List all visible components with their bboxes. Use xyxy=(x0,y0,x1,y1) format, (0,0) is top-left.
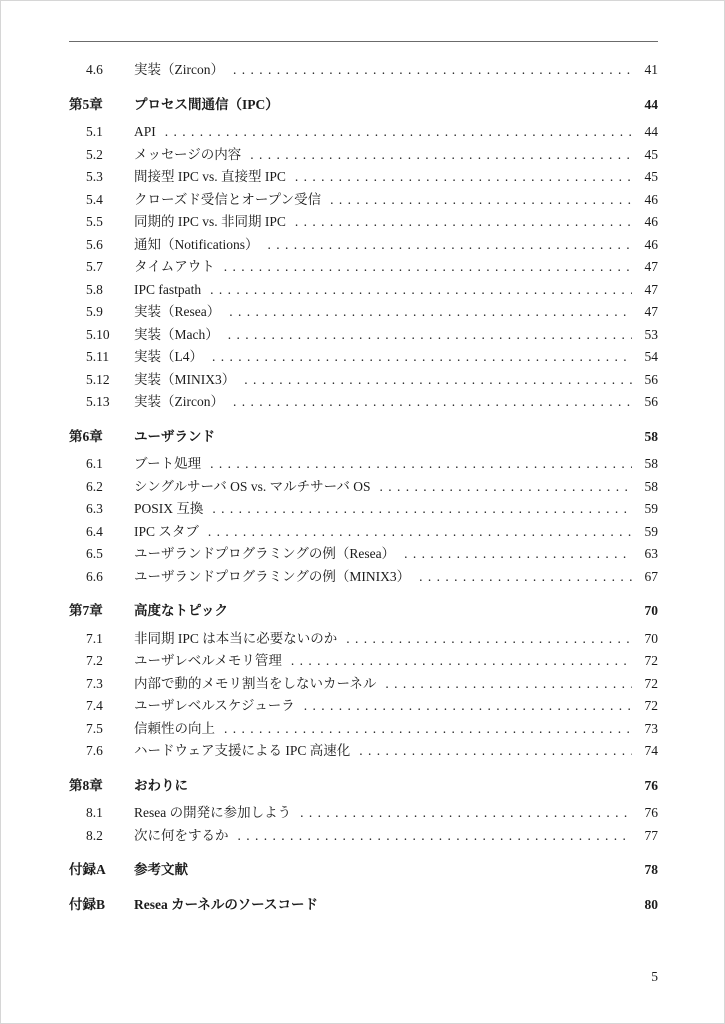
entry-page: 46 xyxy=(644,236,658,252)
toc-entry xyxy=(69,324,658,347)
dot-leader xyxy=(238,825,633,848)
entry-page: 44 xyxy=(644,124,658,139)
entry-label: 7.3 xyxy=(86,675,103,691)
toc-entry xyxy=(69,718,658,741)
dot-leader xyxy=(208,521,632,544)
dot-leader xyxy=(229,301,632,324)
entry-title: 実装（Zircon） xyxy=(134,62,224,77)
dot-leader xyxy=(295,166,632,189)
entry-label: 6.2 xyxy=(86,478,103,494)
toc-list xyxy=(69,59,658,921)
entry-title: 高度なトピック xyxy=(134,603,228,618)
entry-title: ユーザレベルメモリ管理 xyxy=(134,653,282,668)
entry-label: 第5章 xyxy=(69,96,103,112)
dot-leader xyxy=(212,498,632,521)
entry-page: 45 xyxy=(644,169,658,184)
entry-title: ユーザランド xyxy=(134,428,215,444)
entry-label: 7.1 xyxy=(86,630,103,646)
entry-label: 5.4 xyxy=(86,191,103,207)
dot-leader xyxy=(250,144,632,167)
entry-title: 実装（Resea） xyxy=(134,304,221,319)
toc-entry xyxy=(69,391,658,414)
entry-page: 59 xyxy=(644,501,658,516)
dot-leader xyxy=(210,279,632,302)
entry-title: シングルサーバ OS vs. マルチサーバ OS xyxy=(134,478,371,494)
entry-label: 5.13 xyxy=(86,394,110,409)
toc-entry xyxy=(69,211,658,234)
entry-title: 実装（L4） xyxy=(134,349,203,364)
toc-entry xyxy=(69,825,658,848)
entry-label: 7.6 xyxy=(86,743,103,758)
entry-label: 5.9 xyxy=(86,304,103,319)
entry-page: 58 xyxy=(644,478,658,494)
toc-entry xyxy=(69,453,658,476)
entry-label: 6.3 xyxy=(86,501,103,516)
entry-page: 46 xyxy=(644,191,658,207)
entry-page: 41 xyxy=(644,62,658,77)
entry-page: 44 xyxy=(644,96,658,112)
toc-entry xyxy=(69,144,658,167)
entry-label: 5.8 xyxy=(86,281,103,297)
dot-leader xyxy=(385,673,632,696)
entry-title: 間接型 IPC vs. 直接型 IPC xyxy=(134,169,286,184)
dot-leader xyxy=(210,453,632,476)
entry-title: 参考文献 xyxy=(134,862,188,877)
dot-leader xyxy=(228,324,632,347)
entry-title: 実装（Zircon） xyxy=(134,394,224,409)
entry-title: IPC fastpath xyxy=(134,281,202,297)
entry-page: 46 xyxy=(644,214,658,229)
dot-leader xyxy=(224,256,632,279)
toc-entry xyxy=(69,59,658,82)
entry-title: ユーザレベルスケジューラ xyxy=(134,698,295,713)
dot-leader xyxy=(233,59,632,82)
entry-page: 73 xyxy=(644,720,658,736)
dot-leader xyxy=(268,234,633,257)
entry-page: 47 xyxy=(644,259,658,274)
toc-entry xyxy=(69,369,658,392)
entry-page: 78 xyxy=(644,862,658,877)
entry-title: タイムアウト xyxy=(134,259,215,274)
toc-entry xyxy=(69,498,658,521)
toc-entry xyxy=(69,650,658,673)
entry-label: 5.11 xyxy=(86,349,110,364)
entry-label: 付録A xyxy=(69,862,106,877)
dot-leader xyxy=(419,566,632,589)
toc-entry xyxy=(69,121,658,144)
entry-label: 第7章 xyxy=(69,603,103,618)
entry-title: 実装（Mach） xyxy=(134,326,219,342)
entry-page: 72 xyxy=(644,653,658,668)
toc-entry xyxy=(69,600,658,623)
dot-leader xyxy=(330,189,632,212)
entry-label: 6.5 xyxy=(86,546,103,561)
toc-entry xyxy=(69,566,658,589)
dot-leader xyxy=(291,650,632,673)
entry-label: 5.12 xyxy=(86,371,110,387)
toc-entry xyxy=(69,859,658,882)
dot-leader xyxy=(404,543,632,566)
entry-title: Resea の開発に参加しよう xyxy=(134,805,292,820)
header-rule xyxy=(69,41,658,42)
toc-entry xyxy=(69,166,658,189)
entry-page: 76 xyxy=(644,805,658,820)
dot-leader xyxy=(233,391,632,414)
entry-label: 8.1 xyxy=(86,805,103,820)
entry-page: 67 xyxy=(644,568,658,584)
toc-entry xyxy=(69,802,658,825)
dot-leader xyxy=(212,346,632,369)
toc-entry xyxy=(69,189,658,212)
dot-leader xyxy=(224,718,632,741)
dot-leader xyxy=(295,211,632,234)
entry-page: 47 xyxy=(644,304,658,319)
entry-page: 63 xyxy=(644,546,658,561)
entry-title: 内部で動的メモリ割当をしないカーネル xyxy=(134,675,377,691)
dot-leader xyxy=(346,628,632,651)
page-number: 5 xyxy=(651,969,658,984)
entry-title: 非同期 IPC は本当に必要ないのか xyxy=(134,630,338,646)
entry-label: 5.3 xyxy=(86,169,103,184)
entry-label: 5.5 xyxy=(86,214,103,229)
entry-page: 58 xyxy=(644,428,658,444)
entry-page: 76 xyxy=(644,777,658,793)
entry-title: ブート処理 xyxy=(134,456,202,471)
entry-title: IPC スタブ xyxy=(134,523,199,539)
toc-entry xyxy=(69,346,658,369)
entry-title: ユーザランドプログラミングの例（Resea） xyxy=(134,546,396,561)
entry-title: 通知（Notifications） xyxy=(134,236,259,252)
entry-title: メッセージの内容 xyxy=(134,146,242,162)
dot-leader xyxy=(300,802,632,825)
entry-label: 7.2 xyxy=(86,653,103,668)
entry-page: 77 xyxy=(644,827,658,843)
entry-page: 59 xyxy=(644,523,658,539)
entry-title: Resea カーネルのソースコード xyxy=(134,896,318,912)
entry-label: 7.4 xyxy=(86,698,103,713)
entry-page: 72 xyxy=(644,698,658,713)
toc-entry xyxy=(69,673,658,696)
toc-entry xyxy=(69,426,658,449)
entry-page: 47 xyxy=(644,281,658,297)
entry-label: 付録B xyxy=(69,896,106,912)
toc-entry xyxy=(69,301,658,324)
toc-entry xyxy=(69,476,658,499)
entry-page: 54 xyxy=(644,349,658,364)
entry-label: 第8章 xyxy=(69,777,103,793)
entry-label: 8.2 xyxy=(86,827,103,843)
entry-label: 第6章 xyxy=(69,428,103,444)
toc-entry xyxy=(69,94,658,117)
entry-page: 80 xyxy=(644,896,658,912)
dot-leader xyxy=(165,121,632,144)
entry-label: 5.10 xyxy=(86,326,110,342)
entry-page: 56 xyxy=(644,371,658,387)
toc-entry xyxy=(69,256,658,279)
entry-title: ユーザランドプログラミングの例（MINIX3） xyxy=(134,568,411,584)
entry-title: 次に何をするか xyxy=(134,827,229,843)
dot-leader xyxy=(304,695,632,718)
entry-label: 4.6 xyxy=(86,62,103,77)
entry-page: 53 xyxy=(644,326,658,342)
entry-label: 6.6 xyxy=(86,568,103,584)
toc-entry xyxy=(69,628,658,651)
entry-title: API xyxy=(134,124,156,139)
dot-leader xyxy=(244,369,632,392)
toc-entry xyxy=(69,740,658,763)
entry-page: 56 xyxy=(644,394,658,409)
dot-leader xyxy=(380,476,632,499)
entry-title: POSIX 互換 xyxy=(134,501,204,516)
dot-leader xyxy=(359,740,632,763)
entry-title: 同期的 IPC vs. 非同期 IPC xyxy=(134,214,286,229)
entry-title: ハードウェア支援による IPC 高速化 xyxy=(134,743,351,758)
entry-label: 6.4 xyxy=(86,523,103,539)
entry-page: 74 xyxy=(644,743,658,758)
entry-label: 7.5 xyxy=(86,720,103,736)
entry-title: クローズド受信とオープン受信 xyxy=(134,191,322,207)
entry-label: 5.1 xyxy=(86,124,103,139)
toc-entry xyxy=(69,894,658,917)
entry-page: 58 xyxy=(644,456,658,471)
entry-label: 5.6 xyxy=(86,236,103,252)
entry-page: 72 xyxy=(644,675,658,691)
entry-page: 45 xyxy=(644,146,658,162)
toc-entry xyxy=(69,695,658,718)
toc-entry xyxy=(69,521,658,544)
entry-label: 5.7 xyxy=(86,259,103,274)
entry-label: 6.1 xyxy=(86,456,103,471)
entry-title: 信頼性の向上 xyxy=(134,720,215,736)
toc-entry xyxy=(69,543,658,566)
toc-entry xyxy=(69,775,658,798)
entry-title: プロセス間通信（IPC） xyxy=(134,96,279,112)
entry-page: 70 xyxy=(644,630,658,646)
entry-title: 実装（MINIX3） xyxy=(134,371,236,387)
toc-entry xyxy=(69,234,658,257)
toc-entry xyxy=(69,279,658,302)
entry-title: おわりに xyxy=(134,777,188,793)
entry-label: 5.2 xyxy=(86,146,103,162)
entry-page: 70 xyxy=(644,603,658,618)
